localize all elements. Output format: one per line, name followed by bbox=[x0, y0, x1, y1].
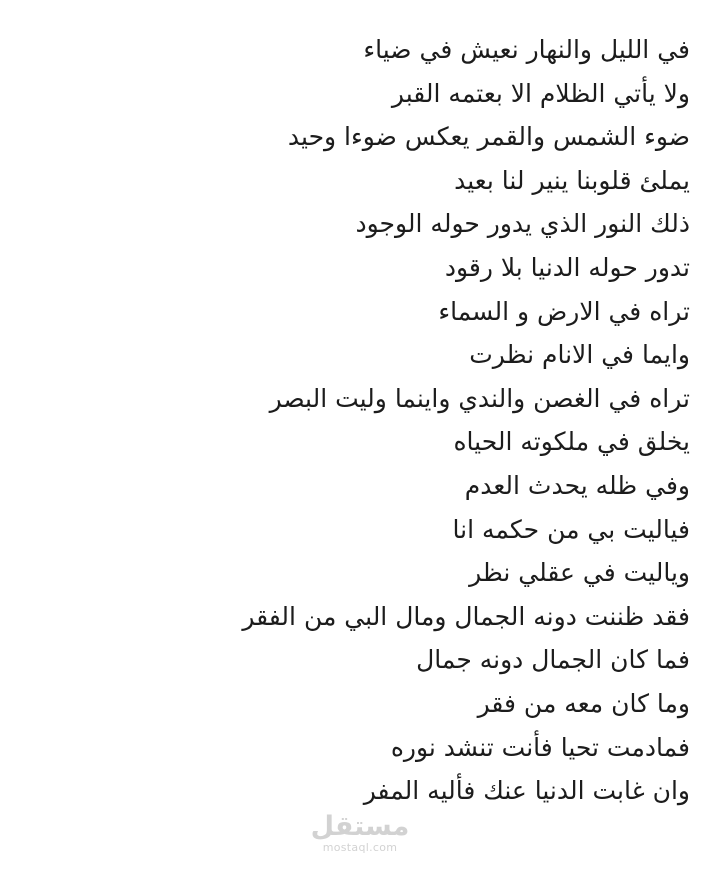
poem-line: تراه في الغصن والندي واينما وليت البصر bbox=[269, 383, 690, 413]
watermark-logo: مستقل bbox=[310, 811, 410, 842]
poem-line: تدور حوله الدنيا بلا رقود bbox=[444, 252, 690, 282]
poem-line: وما كان معه من فقر bbox=[477, 688, 690, 718]
poem-line: وفي ظله يحدث العدم bbox=[464, 470, 690, 500]
poem-line: ضوء الشمس والقمر يعكس ضوءا وحيد bbox=[287, 122, 690, 152]
poem-line: ذلك النور الذي يدور حوله الوجود bbox=[355, 209, 690, 239]
poem-line: يملئ قلوبنا ينير لنا بعيد bbox=[454, 165, 690, 195]
poem-line: يخلق في ملكوته الحياه bbox=[453, 427, 690, 457]
mostaql-watermark bbox=[310, 812, 410, 854]
poem-line: في الليل والنهار نعيش في ضياء bbox=[363, 35, 690, 64]
poem-line: فما كان الجمال دونه جمال bbox=[416, 645, 690, 675]
poem-line: وياليت في عقلي نظر bbox=[469, 558, 690, 588]
poem-text bbox=[30, 28, 690, 813]
poem-line: فياليت بي من حكمه انا bbox=[452, 514, 690, 544]
watermark-url: mostaql.com bbox=[322, 841, 398, 854]
poem-line: وان غابت الدنيا عنك فأليه المفر bbox=[363, 776, 690, 806]
poem-line: فقد ظننت دونه الجمال ومال البي من الفقر bbox=[242, 601, 690, 631]
poem-line: فمادمت تحيا فأنت تنشد نوره bbox=[390, 732, 690, 762]
poem-line: ولا يأتي الظلام الا بعتمه القبر bbox=[391, 78, 690, 108]
poem-line: وايما في الانام نظرت bbox=[469, 340, 690, 370]
poem-line: تراه في الارض و السماء bbox=[438, 296, 690, 326]
